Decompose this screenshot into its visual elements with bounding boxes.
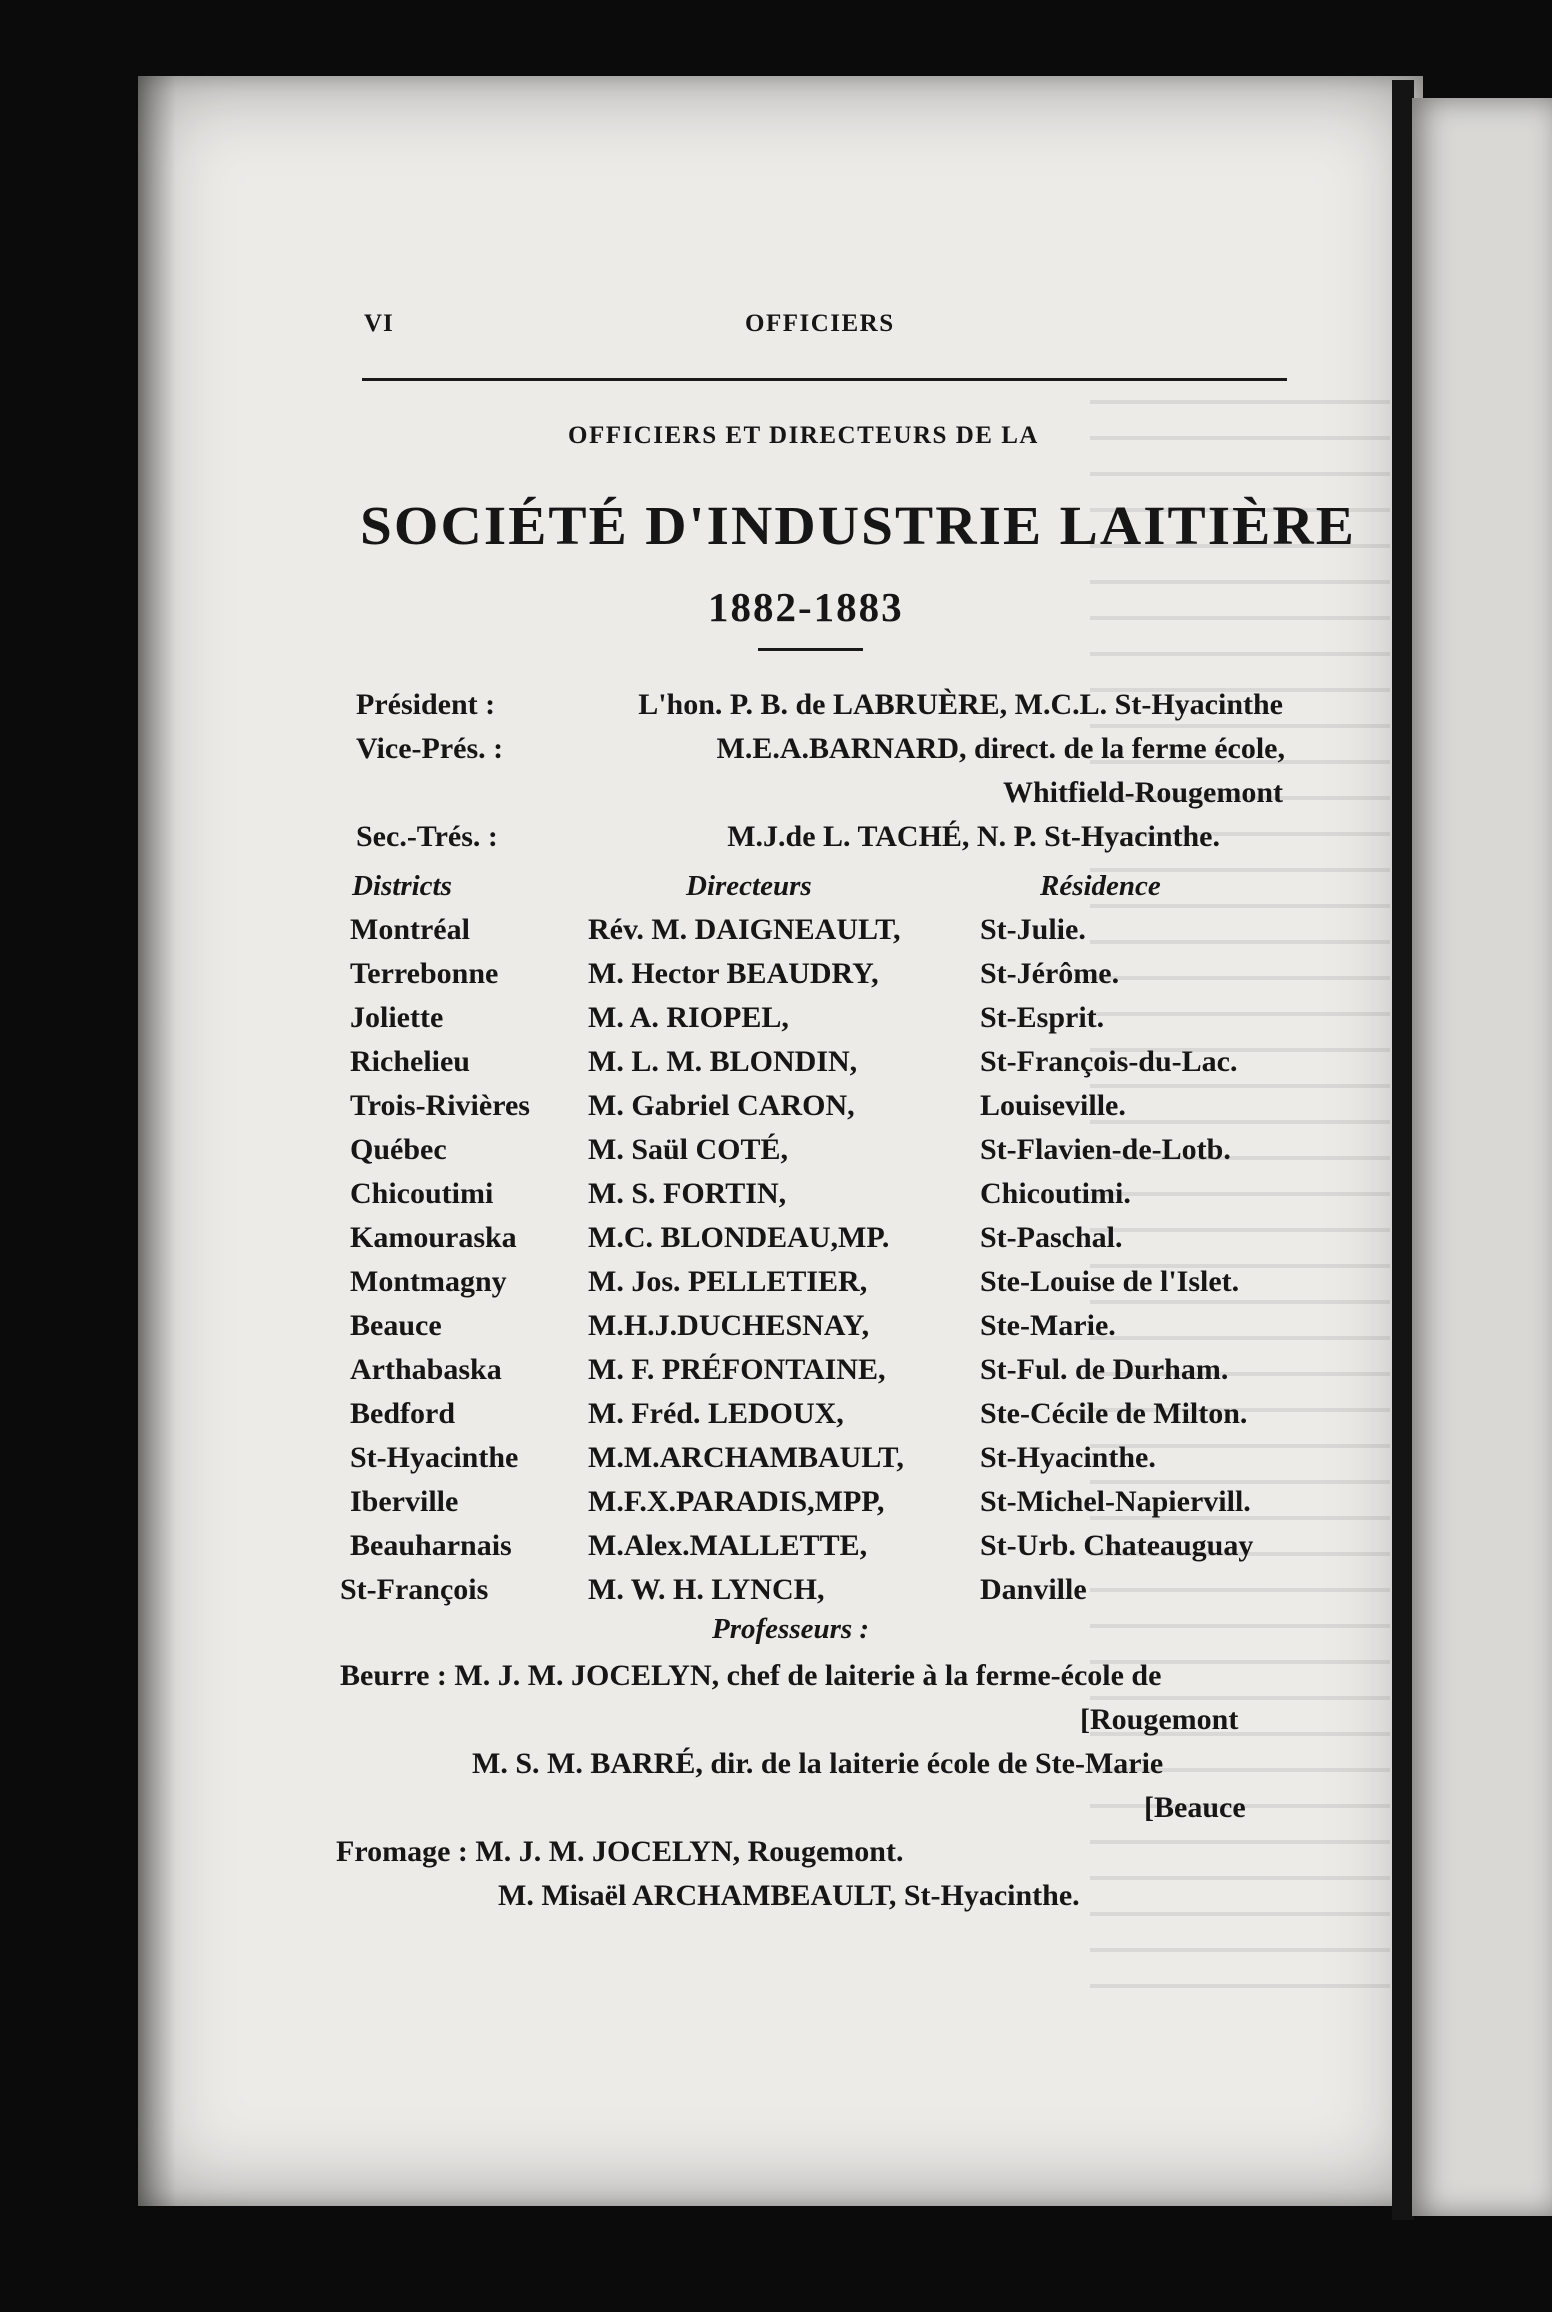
residence-cell: St-Ful. de Durham. <box>980 1353 1229 1386</box>
residence-cell: St-Hyacinthe. <box>980 1441 1156 1474</box>
district-cell: Bedford <box>350 1397 455 1430</box>
district-cell: Chicoutimi <box>350 1177 494 1210</box>
district-cell: St-François <box>340 1573 489 1606</box>
director-cell: M.M.ARCHAMBAULT, <box>588 1441 904 1474</box>
header-directeurs: Directeurs <box>686 870 812 902</box>
residence-cell: St-Michel-Napiervill. <box>980 1485 1251 1518</box>
district-cell: Beauharnais <box>350 1529 512 1562</box>
header-rule <box>362 378 1287 381</box>
professor-line-barre: M. S. M. BARRÉ, dir. de la laiterie école de Ste-Marie <box>472 1747 1164 1780</box>
residence-cell: St-François-du-Lac. <box>980 1045 1238 1078</box>
residence-cell: St-Esprit. <box>980 1001 1105 1034</box>
page-shadow <box>138 76 176 2206</box>
book-spine <box>1392 80 1414 2220</box>
president-label: Président : <box>356 688 496 721</box>
director-cell: M. Hector BEAUDRY, <box>588 957 879 990</box>
residence-cell: Ste-Cécile de Milton. <box>980 1397 1248 1430</box>
residence-cell: St-Flavien-de-Lotb. <box>980 1133 1231 1166</box>
director-cell: M.C. BLONDEAU,MP. <box>588 1221 890 1254</box>
residence-cell: St-Urb. Chateauguay <box>980 1529 1254 1562</box>
professor-line-butter: Beurre : M. J. M. JOCELYN, chef de laiterie à la ferme-école de <box>340 1659 1162 1692</box>
facing-page <box>1412 98 1552 2216</box>
residence-cell: Ste-Louise de l'Islet. <box>980 1265 1240 1298</box>
district-cell: Québec <box>350 1133 447 1166</box>
vice-president-value: M.E.A.BARNARD, direct. de la ferme école, <box>716 732 1285 765</box>
secretary-label: Sec.-Trés. : <box>356 820 498 853</box>
vice-president-label: Vice-Prés. : <box>356 732 504 765</box>
vice-president-value-cont: Whitfield-Rougemont <box>1003 776 1283 809</box>
director-cell: M. Gabriel CARON, <box>588 1089 855 1122</box>
director-cell: M.H.J.DUCHESNAY, <box>588 1309 870 1342</box>
director-cell: M. Fréd. LEDOUX, <box>588 1397 844 1430</box>
years-rule <box>758 648 863 651</box>
years: 1882-1883 <box>708 584 904 630</box>
director-cell: M. L. M. BLONDIN, <box>588 1045 858 1078</box>
district-cell: Beauce <box>350 1309 442 1342</box>
residence-cell: St-Jérôme. <box>980 957 1120 990</box>
district-cell: Kamouraska <box>350 1221 517 1254</box>
residence-cell: St-Paschal. <box>980 1221 1123 1254</box>
district-cell: Arthabaska <box>350 1353 502 1386</box>
director-cell: M. A. RIOPEL, <box>588 1001 789 1034</box>
district-cell: Richelieu <box>350 1045 470 1078</box>
residence-cell: Chicoutimi. <box>980 1177 1131 1210</box>
professor-line-archambeault: M. Misaël ARCHAMBEAULT, St-Hyacinthe. <box>498 1879 1080 1912</box>
director-cell: Rév. M. DAIGNEAULT, <box>588 913 901 946</box>
director-cell: M. W. H. LYNCH, <box>588 1573 825 1606</box>
subheading: OFFICIERS ET DIRECTEURS DE LA <box>568 422 1039 449</box>
residence-cell: Louiseville. <box>980 1089 1126 1122</box>
secretary-value: M.J.de L. TACHÉ, N. P. St-Hyacinthe. <box>727 820 1220 853</box>
district-cell: Joliette <box>350 1001 444 1034</box>
running-title: OFFICIERS <box>745 310 895 337</box>
professor-line-cont: [Beauce <box>1144 1791 1246 1824</box>
president-value: L'hon. P. B. de LABRUÈRE, M.C.L. St-Hyacinthe <box>638 688 1283 721</box>
residence-cell: St-Julie. <box>980 913 1086 946</box>
page-number: VI <box>364 310 394 337</box>
director-cell: M. Jos. PELLETIER, <box>588 1265 868 1298</box>
header-districts: Districts <box>352 870 452 902</box>
district-cell: St-Hyacinthe <box>350 1441 519 1474</box>
director-cell: M. Saül COTÉ, <box>588 1133 789 1166</box>
residence-cell: Danville <box>980 1573 1087 1606</box>
director-cell: M. S. FORTIN, <box>588 1177 787 1210</box>
district-cell: Trois-Rivières <box>350 1089 530 1122</box>
professor-line-cheese: Fromage : M. J. M. JOCELYN, Rougemont. <box>336 1835 904 1868</box>
professors-heading: Professeurs : <box>712 1613 870 1645</box>
director-cell: M.Alex.MALLETTE, <box>588 1529 868 1562</box>
district-cell: Montréal <box>350 913 470 946</box>
district-cell: Iberville <box>350 1485 459 1518</box>
director-cell: M.F.X.PARADIS,MPP, <box>588 1485 885 1518</box>
director-cell: M. F. PRÉFONTAINE, <box>588 1353 886 1386</box>
header-residence: Résidence <box>1040 870 1161 902</box>
district-cell: Terrebonne <box>350 957 499 990</box>
professor-line-cont: [Rougemont <box>1080 1703 1239 1736</box>
district-cell: Montmagny <box>350 1265 507 1298</box>
residence-cell: Ste-Marie. <box>980 1309 1116 1342</box>
society-title: SOCIÉTÉ D'INDUSTRIE LAITIÈRE <box>360 495 1356 556</box>
